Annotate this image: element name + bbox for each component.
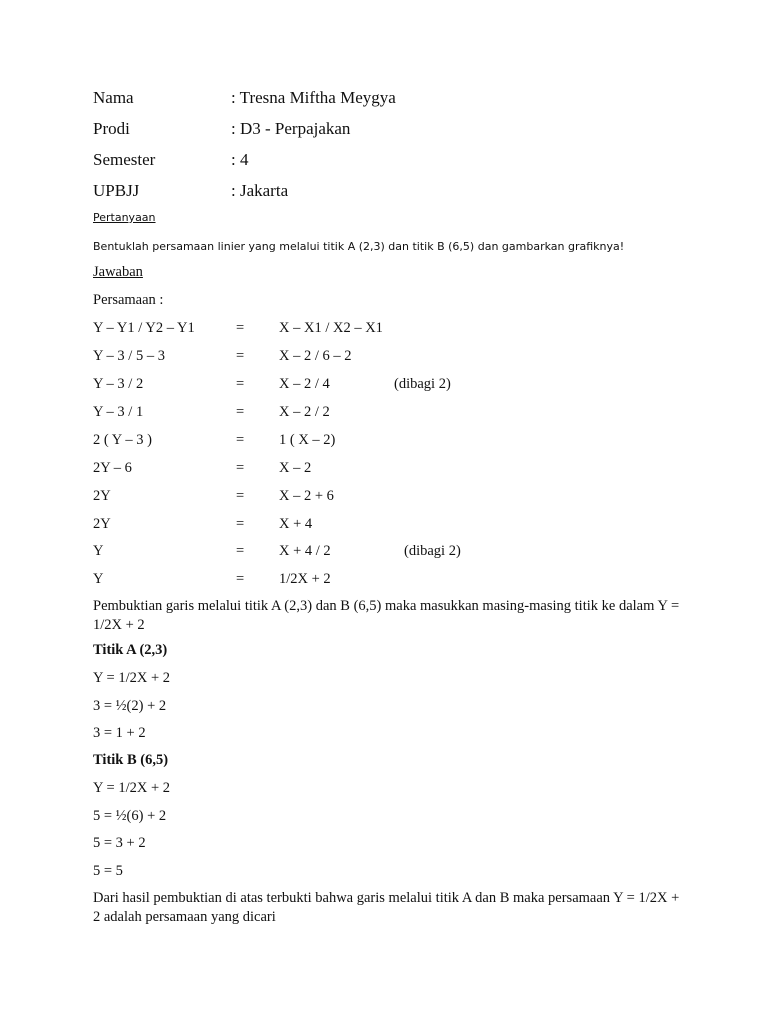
step-left: Y	[93, 571, 104, 587]
answer-heading: Jawaban	[93, 264, 143, 280]
step-left: Y – Y1 / Y2 – Y1	[93, 320, 195, 336]
point-b-line: 5 = 5	[93, 863, 123, 879]
step-right: 1/2X + 2	[279, 571, 331, 587]
point-a-line: Y = 1/2X + 2	[93, 670, 171, 686]
step-equals: =	[236, 404, 245, 420]
answer-intro: Persamaan :	[93, 292, 164, 308]
step-right: X – X1 / X2 – X1	[279, 320, 383, 336]
header-row-nama	[93, 88, 396, 108]
header-value: : 4	[231, 150, 249, 169]
question-heading: Pertanyaan	[93, 211, 156, 224]
step-equals: =	[236, 571, 245, 587]
step-right: X – 2 / 6 – 2	[279, 348, 352, 364]
step-equals: =	[236, 320, 245, 336]
point-b-line: Y = 1/2X + 2	[93, 780, 171, 796]
step-left: Y	[93, 543, 104, 559]
step-note: (dibagi 2)	[394, 376, 451, 392]
header-value: : Tresna Miftha Meygya	[231, 88, 396, 107]
proof-intro: Pembuktian garis melalui titik A (2,3) dan B (6,5) maka masukkan masing-masing titik ke dalam Y = 1/2X + 2	[93, 598, 680, 633]
conclusion: Dari hasil pembuktian di atas terbukti bahwa garis melalui titik A dan B maka persamaan Y = 1/2X + 2 adalah persamaan yang dicari	[93, 890, 680, 925]
step-equals: =	[236, 348, 245, 364]
step-equals: =	[236, 460, 245, 476]
header-label: Prodi	[93, 119, 130, 138]
step-right: 1 ( X – 2)	[279, 432, 336, 448]
step-right: X + 4	[279, 516, 313, 532]
step-left: Y – 3 / 2	[93, 376, 144, 392]
step-left: Y – 3 / 5 – 3	[93, 348, 165, 364]
step-equals: =	[236, 488, 245, 504]
step-right: X – 2 + 6	[279, 488, 334, 504]
question-text: Bentuklah persamaan linier yang melalui titik A (2,3) dan titik B (6,5) dan gambarkan grafiknya!	[93, 240, 625, 253]
step-left: 2Y	[93, 516, 111, 532]
step-right: X – 2 / 2	[279, 404, 330, 420]
header-value: : D3 - Perpajakan	[231, 119, 351, 138]
step-equals: =	[236, 543, 245, 559]
step-right: X + 4 / 2	[279, 543, 331, 559]
step-left: 2 ( Y – 3 )	[93, 432, 152, 448]
step-left: Y – 3 / 1	[93, 404, 144, 420]
point-a-title: Titik A (2,3)	[93, 642, 168, 658]
point-b-line: 5 = ½(6) + 2	[93, 808, 167, 824]
header-row-prodi	[93, 119, 351, 139]
header-row-semester	[93, 150, 249, 170]
step-equals: =	[236, 432, 245, 448]
point-b-line: 5 = 3 + 2	[93, 835, 146, 851]
header-value: : Jakarta	[231, 181, 289, 200]
header-label: UPBJJ	[93, 181, 140, 200]
step-note: (dibagi 2)	[404, 543, 461, 559]
point-a-line: 3 = ½(2) + 2	[93, 698, 167, 714]
header-label: Nama	[93, 88, 134, 107]
step-left: 2Y	[93, 488, 111, 504]
step-equals: =	[236, 376, 245, 392]
header-label: Semester	[93, 150, 156, 169]
step-equals: =	[236, 516, 245, 532]
step-right: X – 2 / 4	[279, 376, 330, 392]
point-a-line: 3 = 1 + 2	[93, 725, 146, 741]
header-row-upbjj	[93, 181, 289, 201]
point-b-title: Titik B (6,5)	[93, 752, 169, 768]
step-right: X – 2	[279, 460, 312, 476]
step-left: 2Y – 6	[93, 460, 132, 476]
